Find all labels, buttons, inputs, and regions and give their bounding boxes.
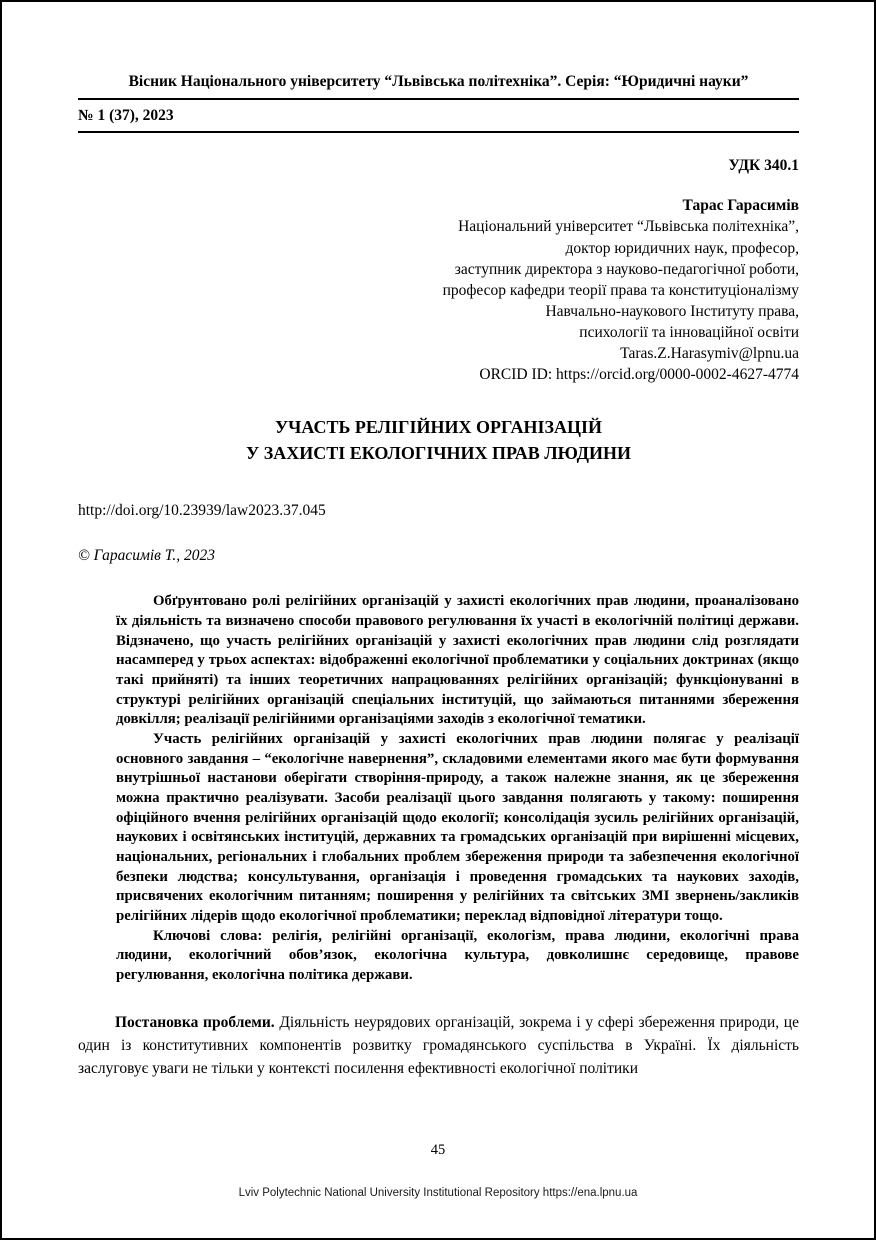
author-affiliation-line: доктор юридичних наук, професор, [565, 239, 799, 257]
doi-link: http://doi.org/10.23939/law2023.37.045 [78, 502, 326, 520]
keywords-paragraph [116, 927, 799, 986]
body-text: Діяльність неурядових організацій, зокрема і у сфері збереження природи, це один із конститутивних компонентів розвитку громадянського суспільства в Україні. Їх діяльність заслуговує уваги не тільки у контексті посилення ефективності екологічної політики [78, 1013, 799, 1078]
author-affiliation-line: професор кафедри теорії права та конституціоналізму [442, 281, 799, 299]
journal-title: Вісник Національного університету “Львівська політехніка”. Серія: “Юридичні науки” [128, 73, 749, 90]
journal-header [78, 72, 799, 133]
body-paragraph [78, 1011, 799, 1081]
author-affiliation-line: Національний університет “Львівська політехніка”, [458, 218, 799, 236]
abstract-paragraph: Участь релігійних організацій у захисті екологічних прав людини полягає у реалізації основного завдання – “екологічне навернення”, складовими елементами якого має бути формування внутрішньої настанови оберігати створіння-природу, а також належне знання, як це збереження можна практично реалізувати. Засоби реалізації цього завдання полягають у такому: поширення офіційного вчення релігійних організацій щодо екології; консолідація зусиль релігійних організацій, наукових і освітянських інституцій, державних та громадських організацій при вирішенні місцевих, національних, регіональних і глобальних проблем збереження природи та забезпечення екологічної безпеки людства; консультування, організація і проведення громадських та наукових заходів, присвячених екологічним питанням; поширення у релігійних та світських ЗМІ звернень/закликів релігійних лідерів щодо екологічної проблематики; переклад відповідної літератури тощо. [116, 730, 799, 924]
udc-code: УДК 340.1 [728, 157, 799, 175]
keywords-label: Ключові слова: [153, 927, 263, 944]
author-affiliation-line: Навчально-наукового Інституту права, [545, 302, 799, 320]
author-email: Taras.Z.Harasymiv@lpnu.ua [620, 344, 799, 362]
page-number: 45 [430, 1142, 446, 1158]
author-affiliation-line: заступник директора з науково-педагогічної роботи, [454, 260, 799, 278]
keywords-text: релігія, релігійні організації, екологізм, права людини, екологічні права людини, екологічний обов’язок, екологічна культура, довколишнє середовище, правове регулювання, екологічна політика держави. [116, 927, 799, 983]
repository-footer: Lviv Polytechnic National University Institutional Repository https://ena.lpnu.ua [238, 1187, 638, 1199]
article-title-line1: УЧАСТЬ РЕЛІГІЙНИХ ОРГАНІЗАЦІЙ [274, 417, 603, 438]
article-title [78, 415, 799, 466]
journal-issue: № 1 (37), 2023 [78, 107, 174, 125]
author-name: Тарас Гарасимів [682, 197, 799, 215]
author-orcid: ORCID ID: https://orcid.org/0000-0002-4627-4774 [479, 366, 799, 383]
section-heading: Постановка проблеми. [115, 1013, 275, 1031]
copyright-line: © Гарасимів Т., 2023 [78, 547, 216, 565]
abstract-paragraph: Обґрунтовано ролі релігійних організацій у захисті екологічних прав людини, проаналізовано їх діяльність та визначено способи правового регулювання їх участі в екологічній політиці держави. Відзначено, що участь релігійних організацій у захисті екологічних прав людини слід розглядати насамперед у трьох аспектах: відображенні екологічної проблематики у соціальних доктринах (якщо такі прийняті) та інших теоретичних напрацюваннях релігійних організацій; функціонуванні в структурі релігійних організацій спеціальних інституцій, що займаються питаннями збереження довкілля; реалізації релігійними організаціями заходів з екологічної тематики. [116, 593, 799, 728]
page-content [2, 2, 874, 1080]
header-rule-bottom [78, 131, 799, 133]
article-title-line2: У ЗАХИСТІ ЕКОЛОГІЧНИХ ПРАВ ЛЮДИНИ [246, 442, 631, 463]
author-block [78, 195, 799, 385]
abstract [116, 592, 799, 985]
author-affiliation-line: психології та інноваційної освіти [579, 323, 799, 341]
